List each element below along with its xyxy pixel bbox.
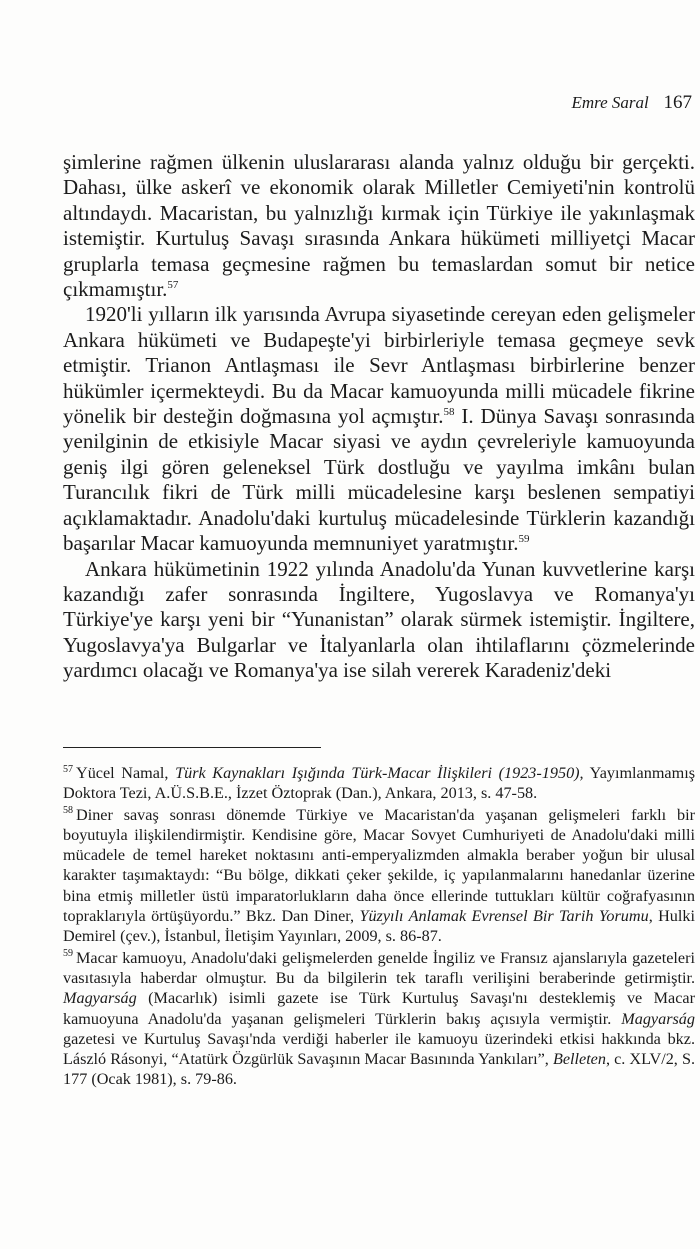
footnote-number: 57 bbox=[63, 763, 73, 775]
footnotes bbox=[63, 763, 695, 1091]
footnote-separator bbox=[63, 747, 321, 748]
paragraph-1 bbox=[63, 150, 695, 302]
page-number: 167 bbox=[663, 92, 692, 113]
footnote-title: Magyarság bbox=[63, 989, 137, 1008]
footnote-text: Diner savaş sonrası dönemde Türkiye ve Macaristan'da yaşanan gelişmeleri farklı bir boyutuyla ilişkilendirmiştir. Kendisine göre, Macar Sovyet Cumhuriyeti de Anadolu'daki milli mücadele de temel hareket noktasını anti-emperyalizmden almakla beraber yoğun bir ulusal karakter taşımaktaydı: “Bu bölge, dikkati çeker şekilde, iç yapılanmalarını hanedanlar üzerine bina etmiş milletler üstü imparatorlukların daha önce ellerinde tuttukları kültür coğrafyasının topraklarıyla örtüşüyordu.” Bkz. Dan Diner, bbox=[63, 805, 695, 926]
body-text bbox=[63, 150, 695, 684]
footnote-number: 58 bbox=[63, 805, 73, 817]
footnote-ref-58: 58 bbox=[443, 406, 455, 419]
footnote-text: (Macarlık) isimli gazete ise Türk Kurtuluş Savaşı'nı desteklemiş ve Macar kamuoyuna Anadolu'da yaşanan gelişmeleri Türklerin bakış açısıyla vermiştir. bbox=[63, 989, 695, 1028]
author-name: Emre Saral bbox=[571, 93, 649, 112]
running-header bbox=[571, 92, 692, 114]
footnote-text: Yayımlanmamış Doktora Tezi, A.Ü.S.B.E., İzzet Öztoprak (Dan.), Ankara, 2013, s. 47-58. bbox=[63, 764, 696, 803]
footnote-text: Yücel Namal, bbox=[76, 764, 176, 782]
footnote-title: Magyarság bbox=[621, 1009, 695, 1028]
footnote-59 bbox=[63, 948, 695, 1090]
paragraph-2 bbox=[63, 302, 695, 556]
footnote-text: , c. XLV/2, S. 177 (Ocak 1981), s. 79-86. bbox=[63, 1050, 695, 1089]
footnote-57 bbox=[63, 763, 695, 804]
footnote-title: Belleten bbox=[552, 1050, 606, 1069]
footnote-ref-59: 59 bbox=[518, 533, 530, 546]
footnote-title: Yüzyılı Anlamak Evrensel Bir Tarih Yorumu bbox=[359, 907, 649, 926]
paragraph-1-text: şimlerine rağmen ülkenin uluslararası alanda yalnız olduğu bir gerçekti. Dahası, ülke askerî ve ekonomik olarak Milletler Cemiyeti'nin kontrolü altındaydı. Macaristan, bu yalnızlığı kırmak için Türkiye ile yakınlaşmak istemiştir. Kurtuluş Savaşı sırasında Ankara hükümeti milliyetçi Macar gruplarla temasa geçmesine rağmen bu temaslardan somut bir netice çıkmamıştır. bbox=[63, 150, 695, 302]
paragraph-2-text-a: 1920'li yılların ilk yarısında Avrupa siyasetinde cereyan eden gelişmeler Ankara hükümeti ve Budapeşte'yi birbirleriyle temasa geçmeye sevk etmiştir. Trianon Antlaşması ile Sevr Antlaşması birbirlerine benzer hükümler içermekteydi. Bu da Macar kamuoyunda milli mücadele fikrine yönelik bir desteğin doğmasına yol açmıştır. bbox=[63, 302, 695, 429]
paragraph-3 bbox=[63, 557, 695, 684]
footnote-58 bbox=[63, 805, 695, 947]
footnote-number: 59 bbox=[63, 948, 73, 960]
footnote-ref-57: 57 bbox=[167, 279, 179, 292]
paragraph-3-text: Ankara hükümetinin 1922 yılında Anadolu'da Yunan kuvvetlerine karşı kazandığı zafer sonrasında İngiltere, Yugoslavya ve Romanya'yı Türkiye'ye karşı yeni bir “Yunanistan” olarak sürmek istemiştir. İngiltere, Yugoslavya'ya Bulgarlar ve İtalyanlarla olan ihtilaflarını çözmelerinde yardımcı olacağı ve Romanya'ya ise silah vererek Karadeniz'deki bbox=[63, 556, 695, 683]
footnote-title: Türk Kaynakları Işığında Türk-Macar İlişkileri (1923-1950), bbox=[175, 764, 584, 782]
footnote-text: gazetesi ve Kurtuluş Savaşı'nda verdiği haberler ile kamuoyu üzerindeki etkisi hakkında bkz. László Rásonyi, “Atatürk Özgürlük Savaşının Macar Basınında Yankıları”, bbox=[63, 1029, 695, 1069]
footnote-text: Macar kamuoyu, Anadolu'daki gelişmelerden genelde İngiliz ve Fransız ajanslarıyla gazeteleri vasıtasıyla haberdar olmuştur. Bu da bilgilerin tek taraflı verilişini beraberinde getirmiştir. bbox=[63, 948, 695, 987]
paragraph-2-text-b: I. Dünya Savaşı sonrasında yenilginin de etkisiyle Macar siyasi ve aydın çevreleriyle kamuoyunda geniş ilgi gören geleneksel Türk dostluğu ve yayılma imkânı bulan Turancılık fikri de Türk milli mücadelesine karşı beslenen sempatiyi açıklamaktadır. Anadolu'daki kurtuluş mücadelesinde Türklerin kazandığı başarılar Macar kamuoyunda memnuniyet yaratmıştır. bbox=[63, 404, 695, 556]
footnote-text: , Hulki Demirel (çev.), İstanbul, İletişim Yayınları, 2009, s. 86-87. bbox=[63, 907, 695, 946]
